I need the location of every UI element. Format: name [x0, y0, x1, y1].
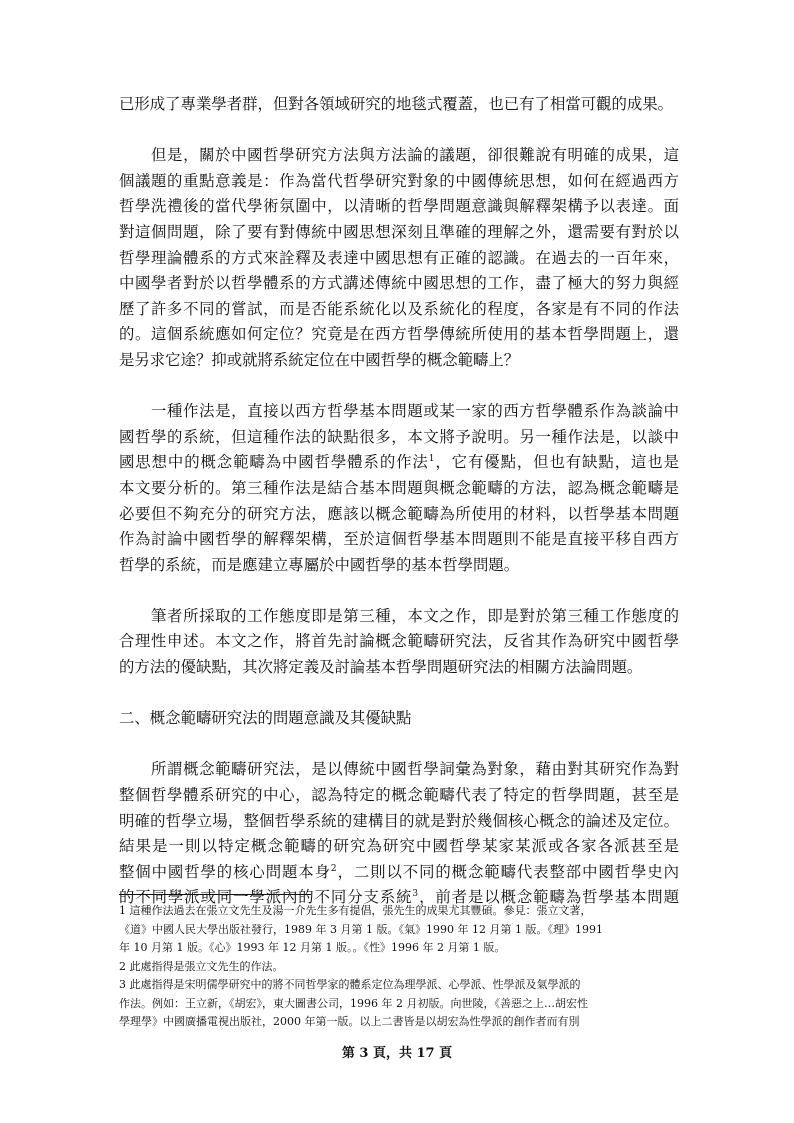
paragraph-4	[119, 604, 679, 681]
footnote-line: 學理學》中國廣播電視出版社，2000 年第一版。以上二書皆是以胡宏為性學派的創作者而有別	[119, 1015, 580, 1028]
footnote-1	[119, 902, 689, 958]
footnote-number: 2	[119, 959, 126, 973]
text-line: 哲學洗禮後的當代學術氛圍中，以清晰的哲學問題意識與解釋架構予以表達。面	[119, 197, 679, 216]
footnote-ref[interactable]: 3	[412, 889, 419, 900]
text-line: 對這個問題，除了要有對傳統中國思想深刻且準確的理解之外，還需要有對於以	[119, 222, 679, 241]
text-line: 歷了許多不同的嘗試，而是否能系統化以及系統化的程度，各家是有不同的作法	[119, 299, 679, 318]
text-line: 哲學的系統，而是應建立專屬於中國哲學的基本哲學問題。	[119, 555, 520, 574]
footnote-ref[interactable]: 2	[330, 863, 337, 874]
footnote-2	[119, 958, 689, 977]
text-segment: ，前者是以概念範疇為哲學基本問題	[418, 888, 679, 907]
footnote-text: 這種作法過去在張立文先生及湯一介先生多有提倡，張先生的成果尤其豐碩。參見：張立文著，	[129, 904, 592, 917]
footnote-text: 此處指得是張立文先生的作法。	[129, 959, 284, 973]
text-line: 合理性申述。本文之作，將首先討論概念範疇研究法，反省其作為研究中國哲學	[119, 632, 679, 651]
text-segment: ，二則以不同的概念範疇代表整部中國哲學史內	[336, 862, 679, 881]
footnote-text: 此處指得是宋明儒學研究中的將不同哲學家的體系定位為理學派、心學派、性學派及氣學派的	[129, 978, 581, 991]
text-line: 的。這個系統應如何定位？究竟是在西方哲學傳統所使用的基本哲學問題上，還	[119, 325, 679, 344]
footnote-number: 1	[119, 904, 126, 917]
text-line	[119, 860, 679, 886]
text-line: 所謂概念範疇研究法，是以傳統中國哲學詞彙為對象，藉由對其研究作為對	[119, 760, 679, 779]
paragraph-2	[119, 143, 679, 373]
footnote-ref[interactable]: 1	[428, 454, 435, 465]
footnote-3	[119, 976, 689, 1032]
text-segment: 的不同學派或同一學派內的不同分支系統	[119, 888, 413, 907]
text-line: 的方法的優缺點，其次將定義及討論基本哲學問題研究法的相關方法論問題。	[119, 658, 643, 677]
text-line: 筆者所採取的工作態度即是第三種，本文之作，即是對於第三種工作態度的	[119, 606, 679, 625]
text-line: 但是，關於中國哲學研究方法與方法論的議題，卻很難說有明確的成果，這	[119, 146, 679, 165]
footnote-line	[119, 958, 689, 977]
text-line: 哲學理論體系的方式來詮釋及表達中國思想有正確的認識。在過去的一百年來，	[119, 248, 679, 267]
text-segment: ，它有優點，但也有缺點，這也是	[434, 453, 679, 472]
footnote-line	[119, 976, 689, 995]
section-heading: 二、概念範疇研究法的問題意識及其優缺點	[119, 709, 412, 728]
footnote-number: 3	[119, 978, 126, 991]
text-segment: 國思想中的概念範疇為中國哲學體系的作法	[119, 453, 429, 472]
text-segment: 整個中國哲學的核心問題本身	[119, 862, 331, 881]
text-line: 作為討論中國哲學的解釋架構，至於這個哲學基本問題則不能是直接平移自西方	[119, 530, 679, 549]
footnotes	[119, 902, 689, 1032]
footnote-line: 《道》中國人民大學出版社發行，1989 年 3 月第 1 版。《氣》1990 年 12 月第 1 版。《理》1991	[119, 922, 603, 936]
text-line: 是另求它途？抑或就將系統定位在中國哲學的概念範疇上？	[119, 350, 520, 369]
footnote-line: 年 10 月第 1 版。《心》1993 年 12 月第 1 版。。《性》1996 年 2 月第 1 版。	[119, 941, 506, 954]
page-number: 第 3 頁，共 17 頁	[341, 1046, 453, 1061]
footnote-line	[119, 902, 689, 921]
footnote-line: 作法。例如：王立新，《胡宏》，東大圖書公司，1996 年 2 月初版。向世陵，《善惡之上…胡宏性	[119, 996, 588, 1010]
text-line: 已形成了專業學者群，但對各領域研究的地毯式覆蓋，也已有了相當可觀的成果。	[119, 95, 674, 113]
text-line: 結果是一則以特定概念範疇的研究為研究中國哲學某家某派或各家各派甚至是	[119, 837, 679, 856]
footnote-separator	[119, 894, 311, 895]
text-line: 一種作法是，直接以西方哲學基本問題或某一家的西方哲學體系作為談論中	[119, 402, 679, 421]
text-line: 個議題的重點意義是：作為當代哲學研究對象的中國傳統思想，如何在經過西方	[119, 171, 679, 190]
text-line: 國哲學的系統，但這種作法的缺點很多，本文將予說明。另一種作法是，以談中	[119, 427, 679, 446]
text-line: 中國學者對於以哲學體系的方式講述傳統中國思想的工作，盡了極大的努力與經	[119, 274, 679, 293]
paragraph-1	[119, 92, 679, 118]
text-line: 整個哲學體系研究的中心，認為特定的概念範疇代表了特定的哲學問題，甚至是	[119, 786, 679, 805]
paragraph-3	[119, 399, 679, 578]
text-line: 必要但不夠充分的研究方法，應該以概念範疇為所使用的材料，以哲學基本問題	[119, 504, 679, 523]
text-line: 本文要分析的。第三種作法是結合基本問題與概念範疇的方法，認為概念範疇是	[119, 478, 679, 497]
text-line: 明確的哲學立場，整個哲學系統的建構目的就是對於幾個核心概念的論述及定位。	[119, 811, 679, 830]
paragraph-5	[119, 757, 679, 911]
text-line	[119, 450, 679, 476]
body-text	[119, 92, 679, 937]
